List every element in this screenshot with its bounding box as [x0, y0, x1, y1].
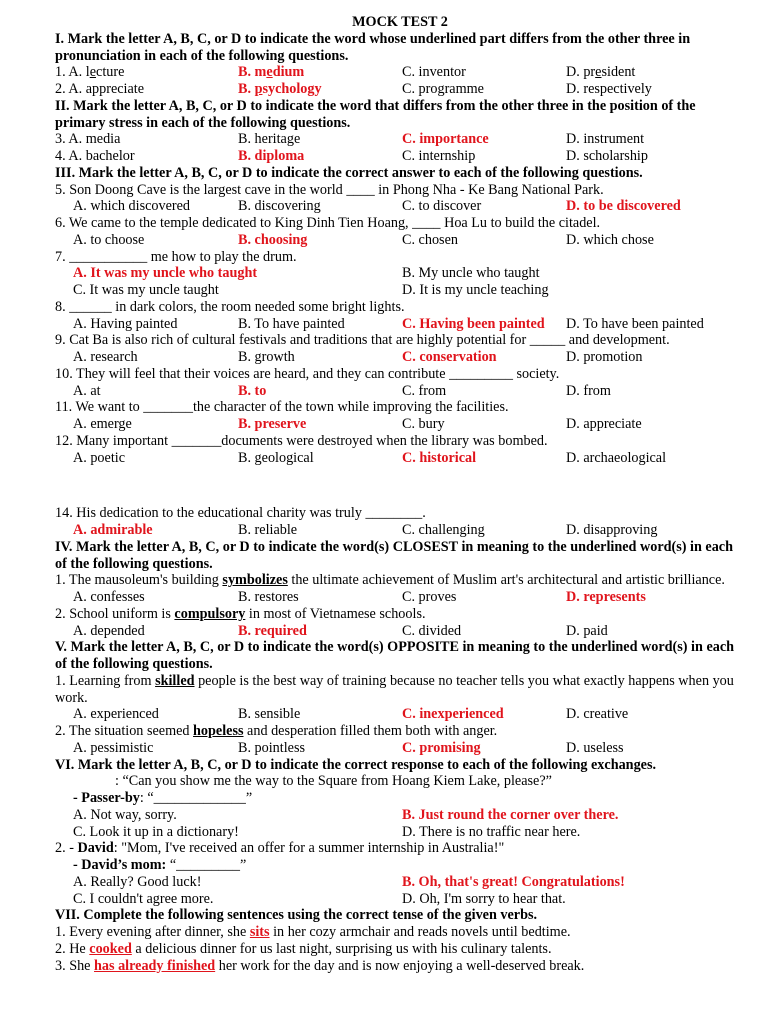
q5-option-c: C. to discover: [402, 198, 482, 215]
section-5-heading: V. Mark the letter A, B, C, or D to indicate the word(s) OPPOSITE in meaning to the underlined word(s) in each of the following questions.: [55, 639, 735, 672]
q1-option-a: 1. A. lecture: [55, 64, 125, 81]
section-2-heading: II. Mark the letter A, B, C, or D to indicate the word that differs from the other three in the position of the primary stress in each of the following questions.: [55, 97, 696, 131]
s6-question-2-line1: 2. - David: "Mom, I've received an offer for a summer internship in Australia!": [55, 840, 505, 857]
q7-option-c: C. It was my uncle taught: [73, 282, 219, 298]
q1-option-c: C. inventor: [402, 64, 466, 81]
q9-option-d: D. promotion: [566, 349, 643, 365]
s5q2-option-b: B. pointless: [238, 739, 306, 756]
section-7-heading: VII. Complete the following sentences using the correct tense of the given verbs.: [55, 907, 538, 924]
question-5-stem: 5. Son Doong Cave is the largest cave in the world ____ in Phong Nha - Ke Bang National Park.: [55, 181, 604, 198]
s5q2-option-a: A. pessimistic: [73, 739, 154, 756]
s6-question-2-options-ab: [55, 874, 745, 891]
q7-option-a: A. It was my uncle who taught: [73, 265, 258, 282]
s6-question-1-line1: : “Can you show me the way to the Square from Hoang Kiem Lake, please?”: [115, 773, 552, 790]
s5q1-option-c: C. inexperienced: [402, 706, 504, 723]
question-8-stem: 8. ______ in dark colors, the room needed some bright lights.: [55, 298, 405, 315]
q4-option-b: B. diploma: [238, 148, 305, 164]
q8-option-b: B. To have painted: [238, 315, 345, 332]
q5-option-b: B. discovering: [238, 198, 321, 215]
question-11-stem: 11. We want to _______the character of the town while improving the facilities.: [55, 399, 509, 416]
q1-option-d: D. president: [566, 64, 636, 81]
s4-question-2-options: [55, 623, 745, 640]
s6q2-option-a: A. Really? Good luck!: [73, 873, 202, 890]
question-12-stem: 12. Many important _______documents were destroyed when the library was bombed.: [55, 432, 548, 449]
s7-question-3: 3. She has already finished her work for the day and is now enjoying a well-deserved break.: [55, 957, 585, 974]
s6q2-option-b: B. Oh, that's great! Congratulations!: [402, 873, 625, 890]
s6q1-option-b: B. Just round the corner over there.: [402, 806, 619, 823]
q8-option-c: C. Having been painted: [402, 315, 545, 332]
q4-option-a: 4. A. bachelor: [55, 148, 135, 164]
question-14-stem: 14. His dedication to the educational charity was truly ________.: [55, 505, 426, 522]
q9-option-a: A. research: [73, 349, 138, 365]
s6-question-2-line2: - David’s mom: “_________”: [73, 857, 247, 873]
question-4: [55, 148, 745, 165]
q10-option-d: D. from: [566, 382, 611, 399]
q3-option-a: 3. A. media: [55, 131, 121, 148]
question-8-options: [55, 316, 745, 333]
s6q2-option-c: C. I couldn't agree more.: [73, 890, 214, 907]
q3-option-c: C. importance: [402, 131, 489, 148]
q10-option-a: A. at: [73, 382, 101, 399]
question-10-options: [55, 383, 745, 400]
s6q1-option-d: D. There is no traffic near here.: [402, 823, 581, 840]
q12-option-c: C. historical: [402, 449, 477, 466]
q9-option-c: C. conservation: [402, 349, 497, 365]
q11-option-d: D. appreciate: [566, 416, 642, 432]
q14-option-d: D. disapproving: [566, 522, 658, 538]
s6-question-1-options-cd: [55, 824, 745, 841]
question-11-options: [55, 416, 745, 433]
s4q1-option-b: B. restores: [238, 589, 299, 605]
q12-option-a: A. poetic: [73, 449, 126, 466]
question-7-options-ab: [55, 265, 745, 282]
s6q1-option-a: A. Not way, sorry.: [73, 806, 177, 823]
section-6-heading: VI. Mark the letter A, B, C, or D to indicate the correct response to each of the following exchanges.: [55, 756, 657, 773]
q6-option-c: C. chosen: [402, 231, 458, 248]
s4q1-option-a: A. confesses: [73, 589, 145, 605]
s4q1-option-c: C. proves: [402, 589, 457, 605]
q10-option-c: C. from: [402, 382, 447, 399]
q11-option-b: B. preserve: [238, 416, 307, 432]
s4-question-1-options: [55, 589, 745, 606]
question-9-stem: 9. Cat Ba is also rich of cultural festivals and traditions that are highly potential for _____ and development.: [55, 332, 670, 349]
q14-option-b: B. reliable: [238, 522, 298, 538]
s6q1-option-c: C. Look it up in a dictionary!: [73, 823, 239, 840]
s7q3-answer: has already finished: [94, 957, 216, 974]
q4-option-d: D. scholarship: [566, 148, 648, 164]
q2-option-c: C. programme: [402, 81, 484, 97]
s7q2-answer: cooked: [89, 940, 132, 957]
s5q1-option-a: A. experienced: [73, 706, 159, 723]
s4q2-option-a: A. depended: [73, 622, 145, 639]
question-3: [55, 131, 745, 148]
q9-option-b: B. growth: [238, 349, 295, 365]
s4q2-option-d: D. paid: [566, 622, 608, 639]
section-1-heading: I. Mark the letter A, B, C, or D to indicate the word whose underlined part differs from the other three in pronunciation in each of the following questions.: [55, 30, 691, 64]
s5q1-option-b: B. sensible: [238, 706, 301, 723]
s6-question-2-options-cd: [55, 891, 745, 908]
q2-option-a: 2. A. appreciate: [55, 81, 145, 97]
question-2: [55, 81, 745, 98]
q11-option-a: A. emerge: [73, 416, 132, 432]
question-10-stem: 10. They will feel that their voices are heard, and they can contribute _________ society.: [55, 365, 560, 382]
q8-option-a: A. Having painted: [73, 315, 178, 332]
q7-option-d: D. It is my uncle teaching: [402, 282, 549, 298]
q2-option-d: D. respectively: [566, 81, 652, 97]
q3-option-b: B. heritage: [238, 131, 301, 148]
question-14-options: [55, 522, 745, 539]
s5-question-2-options: [55, 740, 745, 757]
section-3-heading: III. Mark the letter A, B, C, or D to indicate the correct answer to each of the following questions.: [55, 164, 643, 181]
question-12-options: [55, 450, 745, 467]
s4q1-option-d: D. represents: [566, 589, 646, 605]
s5q2-option-c: C. promising: [402, 739, 481, 756]
q5-option-d: D. to be discovered: [566, 198, 681, 215]
q10-option-b: B. to: [238, 382, 267, 399]
test-page: [55, 14, 745, 974]
q14-option-a: A. admirable: [73, 522, 153, 538]
s4q2-option-b: B. required: [238, 622, 307, 639]
question-6-options: [55, 232, 745, 249]
blank-space: [55, 466, 745, 505]
q11-option-c: C. bury: [402, 416, 445, 432]
q12-option-b: B. geological: [238, 449, 314, 466]
s5-question-1-stem: 1. Learning from skilled people is the best way of training because no teacher tells you what exactly happens when you work.: [55, 672, 734, 706]
question-9-options: [55, 349, 745, 366]
section-4-heading: IV. Mark the letter A, B, C, or D to indicate the word(s) CLOSEST in meaning to the underlined word(s) in each of the following questions.: [55, 538, 733, 572]
s5q1-option-d: D. creative: [566, 706, 629, 723]
q5-option-a: A. which discovered: [73, 198, 191, 215]
q4-option-c: C. internship: [402, 148, 476, 164]
q7-option-b: B. My uncle who taught: [402, 265, 540, 282]
s7-question-1: 1. Every evening after dinner, she sits in her cozy armchair and reads novels until bedtime.: [55, 924, 571, 940]
s4q2-option-c: C. divided: [402, 622, 462, 639]
s7q1-answer: sits: [249, 924, 270, 940]
q2-option-b: B. psychology: [238, 81, 322, 97]
s4-question-1-stem: 1. The mausoleum's building symbolizes the ultimate achievement of Muslim art's architectural and artistic brilliance.: [55, 572, 725, 589]
question-7-stem: 7. ___________ me how to play the drum.: [55, 248, 297, 265]
page-title: MOCK TEST 2: [352, 14, 448, 30]
s5-question-2-stem: 2. The situation seemed hopeless and desperation filled them both with anger.: [55, 723, 498, 739]
q14-option-c: C. challenging: [402, 522, 485, 538]
question-5-options: [55, 198, 745, 215]
question-6-stem: 6. We came to the temple dedicated to King Dinh Tien Hoang, ____ Hoa Lu to build the citadel.: [55, 215, 601, 231]
s6-question-1-options-ab: [55, 807, 745, 824]
s4-question-2-stem: 2. School uniform is compulsory in most of Vietnamese schools.: [55, 605, 426, 622]
q1-option-b: B. medium: [238, 64, 305, 81]
q12-option-d: D. archaeological: [566, 449, 667, 466]
s7-question-2: 2. He cooked a delicious dinner for us last night, surprising us with his culinary talents.: [55, 940, 552, 957]
question-7-options-cd: [55, 282, 745, 299]
s6-question-1-line2: - Passer-by: “_____________”: [73, 790, 253, 806]
s5q2-option-d: D. useless: [566, 739, 624, 756]
q6-option-b: B. choosing: [238, 231, 308, 248]
question-1: [55, 64, 745, 81]
s6q2-option-d: D. Oh, I'm sorry to hear that.: [402, 890, 566, 907]
s5-question-1-options: [55, 706, 745, 723]
q6-option-a: A. to choose: [73, 231, 145, 248]
q6-option-d: D. which chose: [566, 231, 654, 248]
q8-option-d: D. To have been painted: [566, 315, 704, 332]
q3-option-d: D. instrument: [566, 131, 645, 148]
